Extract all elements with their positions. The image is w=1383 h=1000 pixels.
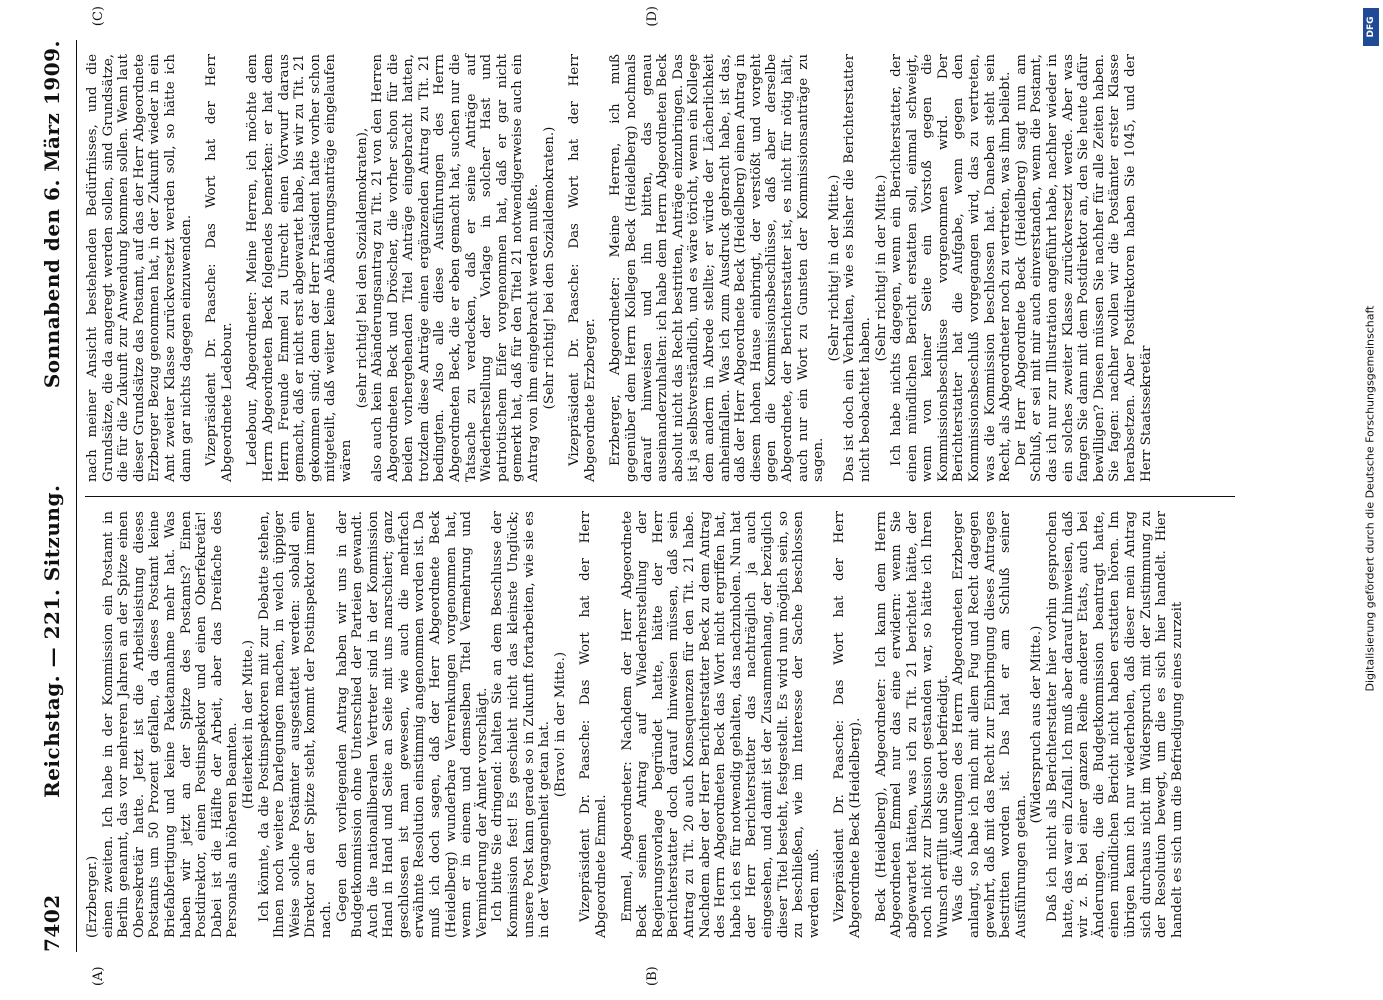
paragraph: Daß ich nicht als Berichterstatter hier vorhin gesprochen hatte, das war ein Zufall. Ich muß aber darauf hinweisen, daß wir z. B. bei einer ganzen Reihe anderer Etats, auch bei Änderungen, die die Budgetkommission beantragt hatte, einen mündlichen Bericht nicht haben erstatten hören. Im übrigen kann ich nur wiederholen, daß dieser mein Antrag sich durchaus nicht im Widerspruch mit der Zustimmung zu der Resolution bewegt, um die es sich hier handelt. Hier handelt es sich um die Befriedigung eines zurzeit	[1045, 511, 1185, 938]
dfg-logo	[1363, 8, 1379, 46]
paragraph: Ich könnte, da die Postinspektoren mit zur Debatte stehen, Ihnen noch weitere Darlegungen machen, in welch üppiger Weise solche Postämter ausgestattet werden: sobald ein Direktor an der Spitze steht, kommt der Postinspektor immer nach.	[256, 511, 334, 938]
presiding-remark: Vizepräsident Dr. Paasche: Das Wort hat der Herr Abgeordnete Emmel.	[578, 511, 609, 938]
interjection: (Widerspruch aus der Mitte.)	[1029, 625, 1045, 824]
margin-marker-a: (A)	[91, 966, 106, 986]
paragraph: Ich bitte Sie dringend: halten Sie an dem Beschlusse der Kommission fest! Es geschieht nicht das kleinste Unglück; unsere Post kann gerade so in Zukunft fortarbeiten, wie sie es in der Vergangenheit getan hat.	[490, 511, 553, 938]
session-title: Reichstag. — 221. Sitzung.	[40, 484, 64, 798]
digitization-note: Digitalisierung gefördert durch die Deutsche Forschungsgemeinschaft	[1363, 305, 1377, 692]
speaker-continuation: (Erzberger.)	[85, 855, 100, 938]
paragraph: also auch kein Abänderungsantrag zu Tit. 21 von den Herren Abgeordneten Beck und Dröscher, die vorher schon für die beiden vorhergehenden Titel Anträge eingebracht hatten, trotzdem diese Anträge einen ergänzenden Antrag zu Tit. 21 bedingten. Also alle diese Ausführungen des Herrn Abgeordneten Beck, die er eben gemacht hat, suchen nur die Tatsache zu verdecken, daß er seine Anträge auf Wiederherstellung der Vorlage in solcher Hast und patriotischem Eifer vorgenommen hat, daß er gar nicht gemerkt hat, daß für den Titel 21 notwendigerweise auch ein Antrag von ihm eingebracht werden mußte.	[370, 54, 542, 482]
paragraph: Gegen den vorliegenden Antrag haben wir uns in der Budgetkommission ohne Unterschied der Parteien gewandt. Auch die nationalliberalen Vertreter sind in der Kommission Hand in Hand und Seite an Seite mit uns marschiert; ganz geschlossen ist man gewesen, wie auch die mehrfach erwähnte Resolution einstimmig angenommen worden ist. Da muß ich doch sagen, daß der Herr Abgeordnete Beck (Heidelberg) wunderbare Verrenkungen vorgenommen hat, wenn er in einem und demselben Titel Vermehrung und Verminderung der Ämter vorschlägt.	[334, 511, 490, 938]
right-column	[85, 40, 1235, 496]
margin-marker-b: (B)	[645, 966, 660, 986]
paragraph: Was die Äußerungen des Herrn Abgeordneten Erzberger anlangt, so habe ich mich mit allem Fug und Recht dagegen gewehrt, daß mit das Recht zur Einbringung dieses Antrages bestritten worden ist. Das hat er am Schluß seiner Ausführungen getan.	[951, 511, 1029, 938]
page-number: 7402	[40, 894, 64, 952]
left-column	[85, 496, 1235, 952]
dfg-logo-text: DFG	[1366, 16, 1376, 38]
page-header	[40, 40, 77, 952]
paragraph: Ich habe nichts dagegen, wenn ein Berichterstatter, der einen mündlichen Bericht erstatten soll, einmal schweigt, wenn von keiner Seite ein Vorstoß gegen die Kommissionsbeschlüsse vorgenommen wird. Der Berichterstatter hat die Aufgabe, wenn gegen den Kommissionsbeschluß vorgegangen wird, das zu vertreten, was die Kommission beschlossen hat. Daneben steht sein Recht, als Abgeordneter noch zu vertreten, was ihm beliebt.	[889, 54, 1014, 482]
presiding-remark: Vizepräsident Dr. Paasche: Das Wort hat der Herr Abgeordnete Ledebour.	[204, 54, 235, 482]
interjection: (Sehr richtig! in der Mitte.)	[873, 174, 889, 362]
paragraph: Das ist doch ein Verhalten, wie es bisher die Berichterstatter nicht beobachtet haben.	[842, 54, 873, 482]
paragraph: einen zweiten. Ich habe in der Kommission ein Postamt in Berlin genannt, das vor mehreren Jahren an der Spitze einen Obersekretär hatte. Jetzt ist die Arbeitsleistung dieses Postamts um 50 Prozent gefallen, da dieses Postamt keine Briefabfertigung und keine Paketannahme mehr hat. Was haben wir jetzt an der Spitze des Postamts? Einen Postdirektor, einen Postinspektor und einen Oberfekretär! Dabei ist die Hälfte der Arbeit, aber das Dreifache des Personals an höheren Beamten.	[100, 511, 241, 938]
paragraph: nach meiner Ansicht bestehenden Bedürfnisses, und die Grundsätze, die da angeregt werden sollen, sind Grundsätze, die für die Zukunft zur Anwendung kommen sollen. Wenn laut dieser Grundsätze das Postamt, auf das der Herr Abgeordnete Erzberger Bezug genommen hat, in der Zukunft wieder in ein Amt zweiter Klasse zurückversetzt werden soll, so hätte ich dann gar nichts dagegen einzuwenden.	[85, 54, 194, 482]
speech-emmel: Emmel, Abgeordneter: Nachdem der Herr Abgeordnete Beck seinen Antrag auf Wiederherstellung der Regierungsvorlage begründet hatte, hätte der Herr Berichterstatter doch darauf hinweisen müssen, daß sein Antrag zu Tit. 20 auch Konsequenzen für den Tit. 21 habe. Nachdem aber der Herr Berichterstatter Beck zu dem Antrag des Herrn Abgeordneten Beck das Wort nicht ergriffen hat, habe ich es für notwendig gehalten, das nachzuholen. Nun hat der Herr Berichterstatter das nachträglich ja auch eingesehen, und damit ist der Zusammenhang, der bezüglich dieser Titel besteht, festgestellt. Es wird nun möglich sein, so zu beschließen, wie im Interesse der Sache beschlossen werden muß.	[619, 511, 822, 938]
interjection: (Heiterkeit in der Mitte.)	[240, 639, 256, 810]
interjection: (sehr richtig! bei den Sozialdemokraten),	[354, 127, 370, 409]
speech-erzberger: Erzberger, Abgeordneter: Meine Herren, ich muß gegenüber dem Herrn Kollegen Beck (Heidelberg) nochmals darauf hinweisen und ihn bitten, das genau auseinanderzuhalten: ich habe dem Herrn Abgeordneten Beck absolut nicht das Recht bestritten, Anträge einzubringen. Das ist ja selbstverständlich, und es wäre töricht, wenn ein Kollege dem andern in Abrede stellte; er würde der Lächerlichkeit anheimfallen. Was ich zum Ausdruck gebracht habe, ist das, daß der Herr Abgeordnete Beck (Heidelberg) einen Antrag in diesem hohen Hause einbringt, der verstößt und vorgeht gegen die Kommissionsbeschlüsse, daß aber derselbe Abgeordnete, der Berichterstatter ist, es nicht für nötig hält, auch nur ein Wort zu Gunsten der Kommissionsanträge zu sagen.	[608, 54, 827, 482]
text-columns	[85, 6, 1235, 986]
interjection: (Sehr richtig! in der Mitte.)	[826, 174, 842, 362]
speech-beck: Beck (Heidelberg), Abgeordneter: Ich kann dem Herrn Abgeordneten Emmel nur das eine erwidern: wenn Sie abgewartet hätten, was ich zu Tit. 21 berichtet hätte, der noch nicht zur Diskussion gestanden war, so hätte ich Ihren Wunsch erfüllt und Sie dort befriedigt.	[873, 511, 951, 938]
digitization-sidebar	[1359, 8, 1381, 992]
speech-ledebour: Ledebour, Abgeordneter: Meine Herren, ich möchte dem Herrn Abgeordneten Beck folgendes bemerken: er hat dem Herrn Freunde Emmel zu Unrecht einen Vorwurf daraus gemacht, daß er nicht erst abgewartet habe, bis wir zu Tit. 21 gekommen sind; denn der Herr Präsident hatte vorher schon mitgeteilt, daß weiter keine Abänderungsanträge eingelaufen wären	[245, 54, 354, 482]
presiding-remark: Vizepräsident Dr. Paasche: Das Wort hat der Herr Abgeordnete Erzberger.	[567, 54, 598, 482]
presiding-remark: Vizepräsident Dr. Paasche: Das Wort hat der Herr Abgeordnete Beck (Heidelberg).	[832, 511, 863, 938]
interjection: (Sehr richtig! bei den Sozialdemokraten.)	[541, 126, 557, 410]
margin-marker-d: (D)	[645, 6, 660, 27]
session-date: Sonnabend den 6. März 1909.	[40, 40, 64, 389]
margin-marker-c: (C)	[91, 6, 106, 27]
interjection: (Bravo! in der Mitte.)	[552, 651, 568, 798]
paragraph: Der Herr Abgeordnete Beck (Heidelberg) sagt nun am Schluß, er sei mit mir auch einverstanden, wenn die Postamt, das ich nur zur Illustration angeführt habe, nachher wieder in ein solches zweiter Klasse zurückversetzt werde. Aber was fangen Sie dann mit dem Postdirektor an, den Sie heute dafür bewilligen? Diesen müssen Sie nachher für alle Zeiten haben. Sie fagen: nachher wollen wir die Postämter erster Klasse herabsetzen. Aber Postdirektoren haben Sie 1045, und der Herr Staatssekretär	[1013, 54, 1154, 482]
